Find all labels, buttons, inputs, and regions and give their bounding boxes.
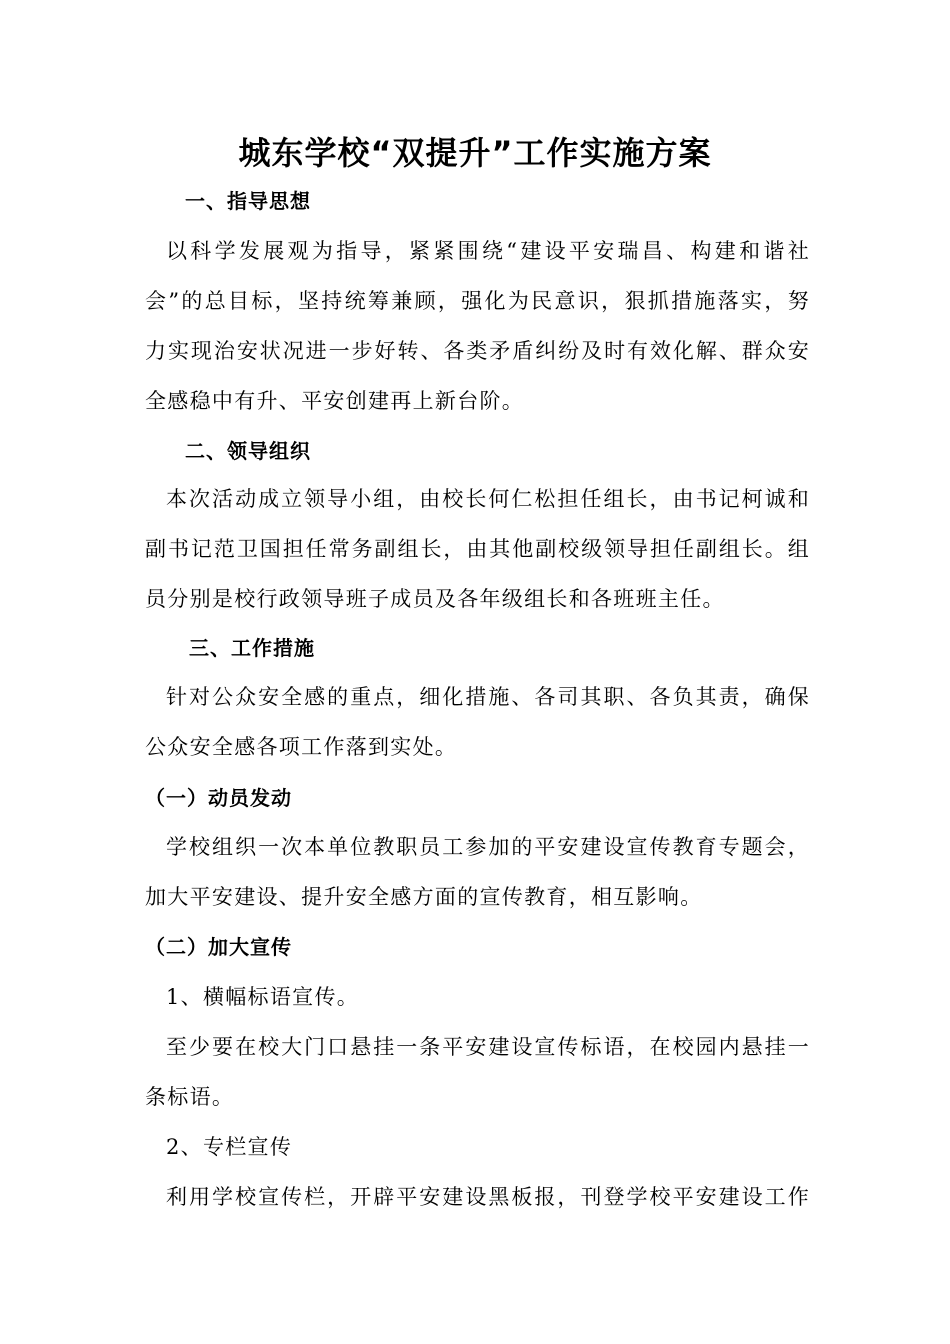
subsection-heading-publicity: （二）加大宣传 [145, 935, 292, 959]
section-heading-leadership: 二、领导组织 [185, 439, 311, 463]
paragraph-line: 条标语。 [145, 1085, 235, 1109]
paragraph-line: 至少要在校大门口悬挂一条平安建设宣传标语，在校园内悬挂一 [166, 1035, 810, 1059]
paragraph-line: 副书记范卫国担任常务副组长，由其他副校级领导担任副组长。组 [145, 537, 810, 561]
paragraph-line: 公众安全感各项工作落到实处。 [145, 735, 458, 759]
subsection-heading-mobilization: （一）动员发动 [145, 786, 292, 810]
paragraph-line: 学校组织一次本单位教职员工参加的平安建设宣传教育专题会， [166, 835, 810, 859]
list-item: 2、专栏宣传 [166, 1135, 293, 1159]
paragraph-line: 利用学校宣传栏，开辟平安建设黑板报，刊登学校平安建设工作 [166, 1185, 810, 1209]
section-heading-measures: 三、工作措施 [189, 636, 315, 660]
paragraph-line: 加大平安建设、提升安全感方面的宣传教育，相互影响。 [145, 885, 703, 909]
paragraph-line: 员分别是校行政领导班子成员及各年级组长和各班班主任。 [145, 587, 725, 611]
paragraph-line: 针对公众安全感的重点，细化措施、各司其职、各负其责，确保 [166, 685, 810, 709]
paragraph-line: 力实现治安状况进一步好转、各类矛盾纠纷及时有效化解、群众安 [145, 339, 810, 363]
section-heading-guiding-ideology: 一、指导思想 [185, 189, 311, 213]
paragraph-line: 会”的总目标，坚持统筹兼顾，强化为民意识，狠抓措施落实，努 [145, 289, 810, 313]
list-item: 1、横幅标语宣传。 [166, 985, 360, 1009]
paragraph-line: 本次活动成立领导小组，由校长何仁松担任组长，由书记柯诚和 [166, 487, 810, 511]
document-title: 城东学校“双提升”工作实施方案 [238, 134, 712, 172]
paragraph-line: 全感稳中有升、平安创建再上新台阶。 [145, 389, 525, 413]
paragraph-line: 以科学发展观为指导，紧紧围绕“建设平安瑞昌、构建和谐社 [166, 239, 810, 263]
